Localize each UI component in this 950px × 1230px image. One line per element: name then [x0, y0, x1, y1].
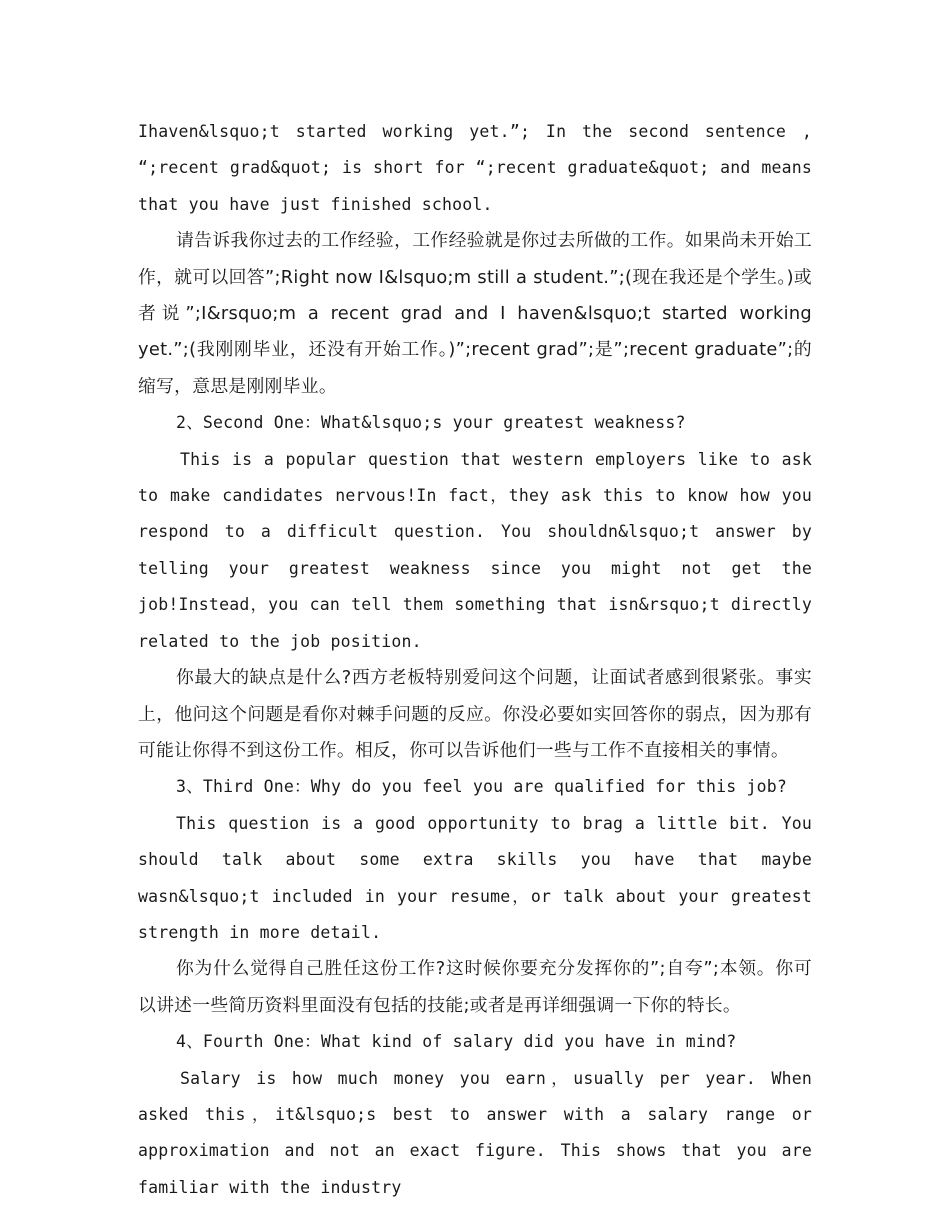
- question-heading-3: 3、Third One：Why do you feel you are qualified for this job?: [176, 777, 788, 797]
- paragraph-answer-3-cn: 你为什么觉得自己胜任这份工作?这时候你要充分发挥你的”;自夸”;本领。你可以讲述一些简历资料里面没有包括的技能;或者是再详细强调一下你的特长。: [138, 958, 812, 1016]
- paragraph-answer-4-en: Salary is how much money you earn，usually per year. When asked this，it&lsquo;s best to answer with a salary range or approximation and not an exact figure. This shows that you are familiar with the industry: [138, 1068, 812, 1197]
- paragraph-translation-1-cn: 请告诉我你过去的工作经验，工作经验就是你过去所做的工作。如果尚未开始工作，就可以回答”;Right now I&lsquo;m still a student.”;(现在我还是个学生。)或者说”;I&rsquo;m a recent grad and I haven&lsquo;t started working yet.”;(我刚刚毕业，还没有开始工作。)”;recent grad”;是”;recent graduate”;的缩写，意思是刚刚毕业。: [138, 230, 812, 397]
- question-heading-2: 2、Second One：What&lsquo;s your greatest weakness?: [176, 413, 686, 433]
- paragraph-continuation-en: Ihaven&lsquo;t started working yet.”; In the second sentence , “;recent grad&quot; is short for “;recent graduate&quot; and means that you have just finished school.: [138, 122, 812, 214]
- paragraph-answer-2-en: This is a popular question that western employers like to ask to make candidates nervous!In fact，they ask this to know how you respond to a difficult question. You shouldn&lsquo;t answer by telling your greatest weakness since you might not get the job!Instead，you can tell them something that isn&rsquo;t directly related to the job position.: [138, 449, 812, 651]
- paragraph-answer-3-en: This question is a good opportunity to brag a little bit. You should talk about some extra skills you have that maybe wasn&lsquo;t included in your resume，or talk about your greatest strength in more detail.: [138, 813, 812, 942]
- paragraph-answer-2-cn: 你最大的缺点是什么?西方老板特别爱问这个问题，让面试者感到很紧张。事实上，他问这个问题是看你对棘手问题的反应。你没必要如实回答你的弱点，因为那有可能让你得不到这份工作。相反，你可以告诉他们一些与工作不直接相关的事情。: [138, 667, 812, 761]
- document-page: [138, 114, 812, 1206]
- question-heading-4: 4、Fourth One：What kind of salary did you have in mind?: [176, 1032, 737, 1052]
